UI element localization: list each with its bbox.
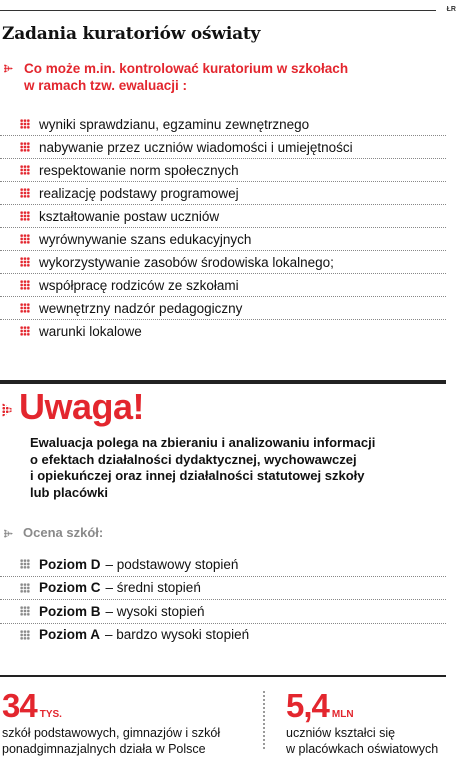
uwaga-line-1: Ewaluacja polega na zbieraniu i analizowaniu informacji (30, 435, 376, 450)
stat-desc-line-2: w placówkach oświatowych (286, 741, 439, 756)
dot-square-icon (20, 303, 30, 313)
list-item (0, 274, 446, 297)
level-item (0, 624, 446, 647)
dot-square-icon (20, 583, 30, 593)
level-name: Poziom D (39, 556, 101, 572)
list-item (0, 320, 446, 342)
list-item-text: współpracę rodziców ze szkołami (39, 277, 239, 293)
list-item (0, 251, 446, 274)
dot-square-icon (20, 165, 30, 175)
list-item (0, 136, 446, 159)
level-desc: – średni stopień (105, 580, 201, 596)
list-item-text: realizację podstawy programowej (39, 185, 239, 201)
uwaga-text (30, 435, 440, 501)
dot-square-icon (20, 142, 30, 152)
stat-value: 34 (2, 687, 37, 724)
list-item (0, 113, 446, 136)
list-item (0, 205, 446, 228)
stat-schools (2, 687, 252, 757)
dotted-separator (263, 690, 265, 750)
ocena-heading-text: Ocena szkół: (23, 525, 104, 540)
dot-square-icon (20, 257, 30, 267)
level-name: Poziom B (39, 603, 101, 619)
dot-square-icon (20, 559, 30, 569)
arrow-bullet-icon (4, 529, 13, 538)
list-item (0, 159, 446, 182)
question-line-1: Co może m.in. kontrolować kuratorium w szkołach (24, 61, 349, 76)
question-heading (4, 60, 444, 94)
question-line-2: w ramach tzw. ewaluacji : (24, 78, 188, 93)
stat-desc-line-1: szkół podstawowych, gimnazjów i szkół (2, 726, 221, 740)
dot-square-icon (20, 211, 30, 221)
level-name: Poziom C (39, 580, 101, 596)
level-desc: – wysoki stopień (105, 603, 205, 619)
uwaga-line-2: o efektach działalności dydaktycznej, wychowawczej (30, 451, 357, 467)
arrow-bullet-icon (4, 64, 13, 73)
uwaga-line-3: i opiekuńczej oraz innej działalności statutowej szkoły (30, 468, 365, 483)
page-title: Zadania kuratoriów oświaty (2, 24, 261, 44)
evaluation-list (0, 113, 446, 342)
source-label: ŁR (446, 6, 456, 13)
dot-square-icon (20, 234, 30, 244)
list-item-text: wykorzystywanie zasobów środowiska lokalnego; (39, 254, 334, 270)
level-desc: – podstawowy stopień (105, 556, 239, 572)
level-item (0, 600, 446, 624)
stat-desc-line-1: uczniów kształci się (286, 726, 396, 740)
stat-students (286, 687, 462, 757)
level-item (0, 577, 446, 601)
list-item-text: respektowanie norm społecznych (39, 162, 239, 178)
stat-value: 5,4 (286, 687, 329, 724)
stat-unit: MLN (331, 709, 354, 720)
stat-unit: TYS. (39, 709, 62, 720)
dot-square-icon (20, 188, 30, 198)
dot-square-icon (20, 280, 30, 290)
list-item-text: wewnętrzny nadzór pedagogiczny (39, 300, 243, 316)
list-item-text: wyniki sprawdzianu, egzaminu zewnętrznego (39, 116, 310, 132)
uwaga-line-4: lub placówki (30, 484, 109, 500)
list-item-text: wyrównywanie szans edukacyjnych (39, 231, 252, 247)
ocena-heading (4, 525, 103, 540)
list-item (0, 182, 446, 205)
dot-square-icon (20, 630, 30, 640)
stats-divider (0, 675, 446, 677)
level-item (0, 553, 446, 577)
arrow-bullet-icon (2, 403, 14, 417)
list-item-text: warunki lokalowe (39, 323, 142, 339)
level-desc: – bardzo wysoki stopień (105, 627, 250, 643)
list-item (0, 297, 446, 320)
uwaga-heading: Uwaga! (19, 386, 145, 427)
section-divider (0, 380, 446, 384)
stat-desc-line-2: ponadgimnazjalnych działa w Polsce (2, 741, 206, 756)
list-item-text: kształtowanie postaw uczniów (39, 208, 220, 224)
level-name: Poziom A (39, 627, 101, 643)
levels-list (0, 553, 446, 646)
top-rule (0, 10, 436, 11)
dot-square-icon (20, 119, 30, 129)
list-item (0, 228, 446, 251)
dot-square-icon (20, 326, 30, 336)
dot-square-icon (20, 606, 30, 616)
list-item-text: nabywanie przez uczniów wiadomości i umiejętności (39, 139, 353, 155)
